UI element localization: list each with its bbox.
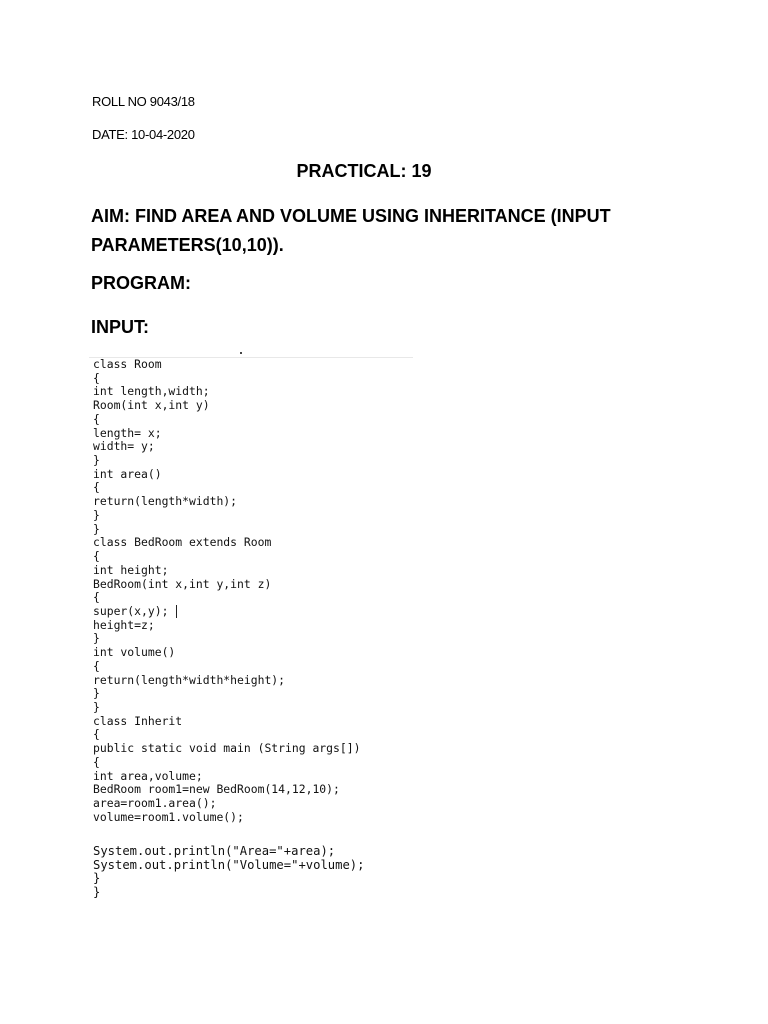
code-line: int area,volume; xyxy=(93,768,203,783)
code-line: class BedRoom extends Room xyxy=(93,535,272,550)
code-line: width= y; xyxy=(93,439,155,454)
code-line: { xyxy=(93,590,100,605)
code-line: } xyxy=(93,885,101,900)
code-line: } xyxy=(93,631,100,646)
input-heading: INPUT: xyxy=(91,317,149,337)
code-line: System.out.println("Area="+area); xyxy=(93,844,336,858)
aim-text: AIM: FIND AREA AND VOLUME USING INHERITANCE (INPUT PARAMETERS(10,10)). xyxy=(91,206,611,255)
code-line: } xyxy=(93,871,101,886)
code-line: } xyxy=(93,521,100,536)
code-line: return(length*width); xyxy=(93,494,238,509)
code-line: { xyxy=(93,658,100,673)
code-line: Room(int x,int y) xyxy=(93,398,210,413)
text-cursor xyxy=(176,605,177,618)
code-line: int volume() xyxy=(93,645,176,660)
code-line: int height; xyxy=(93,562,169,577)
code-line: { xyxy=(93,480,100,495)
code-line: super(x,y); xyxy=(93,603,169,618)
date: DATE: 10-04-2020 xyxy=(92,127,195,142)
practical-title: PRACTICAL: 19 xyxy=(296,161,432,181)
code-line: int area() xyxy=(93,466,162,481)
roll-number: ROLL NO 9043/18 xyxy=(92,94,195,109)
code-line: { xyxy=(93,549,100,564)
code-line: int length,width; xyxy=(93,384,210,399)
code-line: area=room1.area(); xyxy=(93,796,217,810)
code-line: } xyxy=(93,686,100,701)
code-line: BedRoom(int x,int y,int z) xyxy=(93,576,272,591)
code-line: class Room xyxy=(93,357,162,371)
code-line: { xyxy=(93,754,100,769)
code-line: return(length*width*height); xyxy=(93,672,286,687)
program-heading: PROGRAM: xyxy=(91,273,191,293)
code-line: { xyxy=(93,727,100,742)
code-block-print-statements xyxy=(93,843,365,898)
code-screenshot-mark xyxy=(240,352,242,354)
code-line: BedRoom room1=new BedRoom(14,12,10); xyxy=(93,782,340,797)
code-line: { xyxy=(93,411,100,426)
code-line: } xyxy=(93,699,100,714)
code-line: length= x; xyxy=(93,425,162,440)
code-line: System.out.println("Volume="+volume); xyxy=(93,857,365,872)
code-line: volume=room1.volume(); xyxy=(93,809,244,824)
code-line: } xyxy=(93,507,100,522)
code-line: public static void main (String args[]) xyxy=(93,741,361,756)
code-line: } xyxy=(93,453,100,468)
code-line: { xyxy=(93,370,100,385)
code-line: height=z; xyxy=(93,617,155,632)
code-block xyxy=(93,358,360,824)
code-line: class Inherit xyxy=(93,713,183,728)
